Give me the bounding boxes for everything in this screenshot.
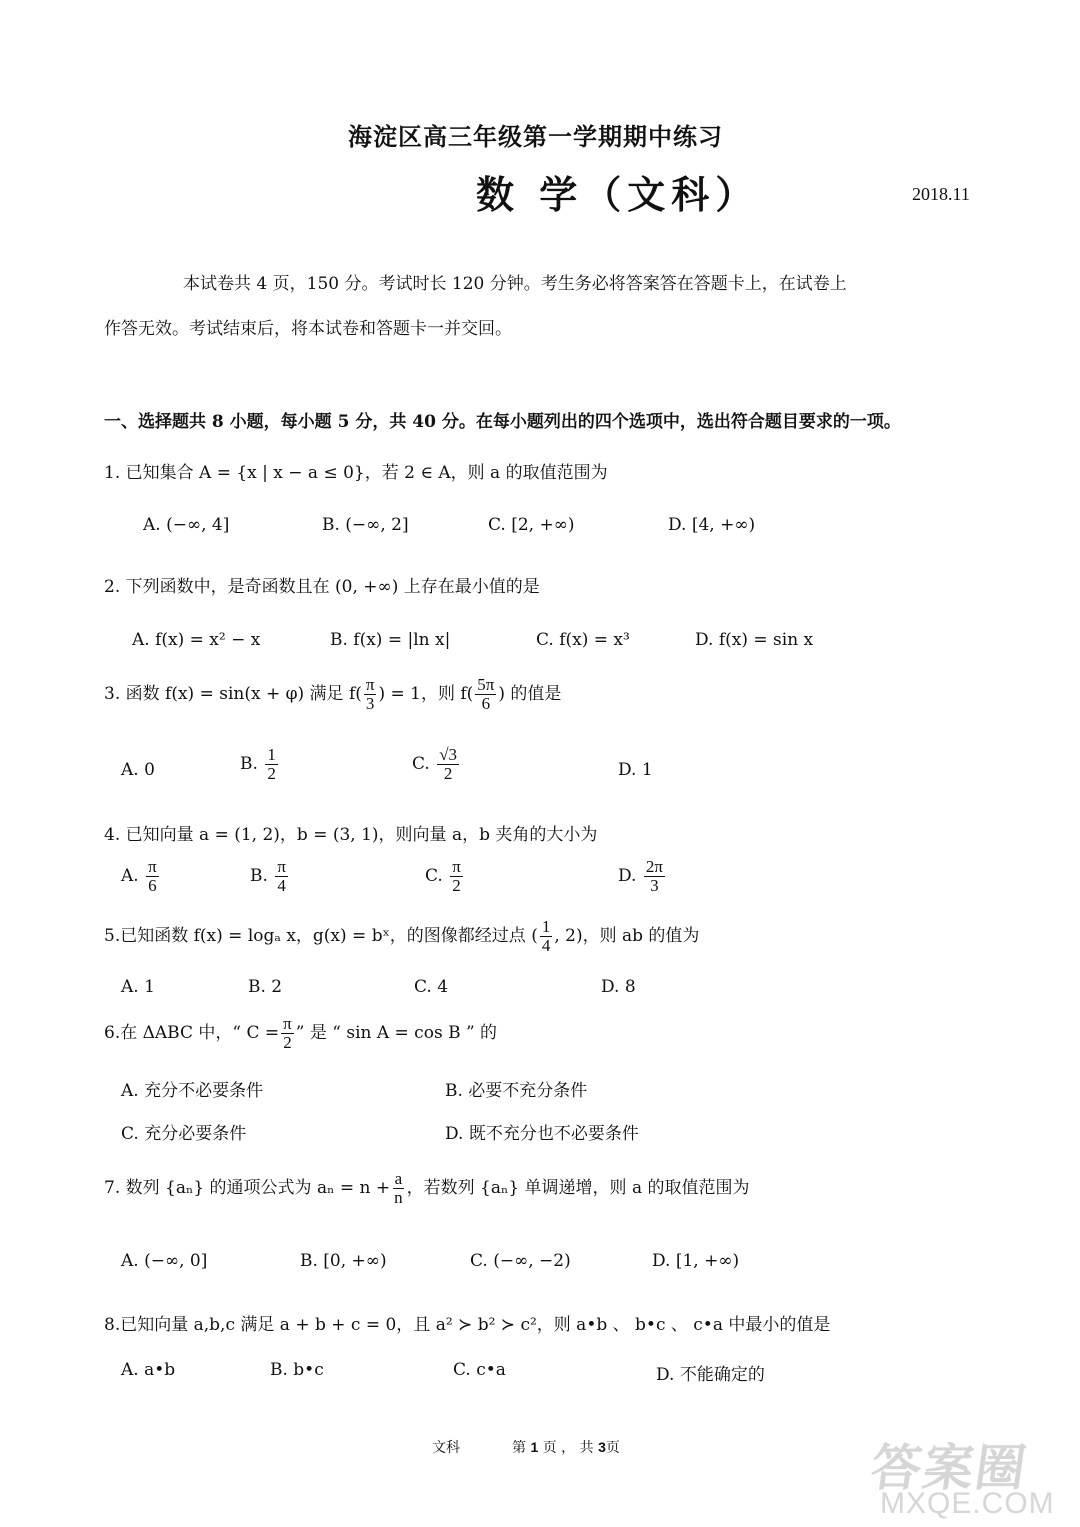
question-3-option-d: D. 1 [618, 760, 653, 780]
fraction-denominator: 4 [541, 935, 551, 955]
question-6-fraction [281, 1015, 294, 1052]
question-5-stem [104, 918, 699, 955]
footer-total-number: 3 [598, 1439, 606, 1455]
option-label: A. [121, 865, 139, 886]
question-4-option-a [121, 858, 161, 895]
intro-line-2: 作答无效。考试结束后，将本试卷和答题卡一并交回。 [104, 319, 512, 339]
watermark-logo: 答案圈 [867, 1440, 1032, 1496]
footer-page-mid: 页 ， [542, 1440, 576, 1456]
question-7-stem-part-b: ，若数列 {aₙ} 单调递增，则 a 的取值范围为 [406, 1177, 750, 1198]
question-5-option-b: B. 2 [248, 977, 283, 997]
fraction-numerator: 1 [541, 917, 551, 936]
footer-total-prefix: 共 [579, 1440, 594, 1456]
question-3-option-a: A. 0 [121, 760, 155, 780]
question-4-option-d [618, 858, 667, 895]
fraction-denominator: 2 [452, 875, 461, 895]
fraction-numerator: √3 [439, 745, 458, 764]
footer-page-number: 1 [530, 1439, 539, 1455]
watermark-url: MXQE.COM [880, 1487, 1055, 1520]
exam-date: 2018.11 [912, 184, 970, 204]
fraction-numerator: 5π [477, 675, 495, 694]
question-5-stem-part-b: , 2)，则 ab 的值为 [554, 925, 700, 946]
option-fraction [265, 746, 278, 783]
option-label: C. [412, 753, 430, 774]
question-3-fraction-1 [364, 676, 377, 713]
option-label: B. [240, 753, 258, 774]
question-8-option-c: C. c•a [453, 1360, 506, 1380]
fraction-numerator: π [365, 675, 375, 694]
question-7-option-a: A. (−∞, 0] [121, 1251, 208, 1271]
fraction-denominator: 2 [443, 763, 453, 783]
footer-page-info [512, 1437, 620, 1457]
question-6-stem-part-a: 6.在 ΔABC 中，“ C = [104, 1022, 280, 1043]
question-4-option-b [250, 858, 290, 895]
question-3-fraction-2 [475, 676, 496, 713]
option-fraction [146, 858, 159, 895]
question-6-stem-part-b: ” 是 “ sin A = cos B ” 的 [295, 1022, 498, 1043]
question-1-option-b: B. (−∞, 2] [322, 515, 409, 535]
question-8-stem: 8.已知向量 a,b,c 满足 a + b + c = 0，且 a² ≻ b² ≻ c²，则 a•b 、 b•c 、 c•a 中最小的值是 [104, 1315, 831, 1335]
question-2-option-d: D. f(x) = sin x [695, 630, 814, 650]
question-2-option-a: A. f(x) = x² − x [132, 630, 261, 650]
question-7-option-b: B. [0, +∞) [300, 1251, 387, 1271]
question-6-option-c: C. 充分必要条件 [121, 1124, 247, 1144]
question-3-stem-part-a: 3. 函数 f(x) = sin(x + φ) 满足 f( [104, 683, 362, 704]
option-label: B. [250, 865, 268, 886]
fraction-denominator: n [394, 1187, 403, 1207]
question-3-stem-part-c: ) 的值是 [498, 683, 562, 704]
question-5-option-d: D. 8 [601, 977, 636, 997]
option-label: C. [425, 865, 443, 886]
footer-subject: 文科 [432, 1440, 460, 1456]
question-5-stem-part-a: 5.已知函数 f(x) = logₐ x，g(x) = bˣ，的图像都经过点 ( [104, 925, 538, 946]
question-6-option-a: A. 充分不必要条件 [121, 1081, 264, 1101]
fraction-denominator: 6 [148, 875, 157, 895]
fraction-denominator: 3 [365, 693, 375, 713]
question-7-stem [104, 1170, 749, 1207]
option-fraction [450, 858, 463, 895]
fraction-numerator: π [148, 857, 157, 876]
intro-line-1: 本试卷共 4 页，150 分。考试时长 120 分钟。考生务必将答案答在答题卡上，在试卷上 [183, 274, 847, 294]
question-6-option-b: B. 必要不充分条件 [445, 1081, 588, 1101]
question-8-option-a: A. a•b [121, 1360, 176, 1380]
question-7-option-c: C. (−∞, −2) [470, 1251, 571, 1271]
question-2-option-c: C. f(x) = x³ [536, 630, 630, 650]
fraction-denominator: 6 [481, 693, 491, 713]
option-fraction [437, 746, 459, 783]
section-heading: 一、选择题共 8 小题，每小题 5 分，共 40 分。在每小题列出的四个选项中，选出符合题目要求的一项。 [104, 412, 901, 432]
option-fraction [275, 858, 288, 895]
fraction-numerator: π [277, 857, 286, 876]
question-6-option-d: D. 既不充分也不必要条件 [445, 1124, 639, 1144]
question-6-stem [104, 1015, 497, 1052]
question-7-stem-part-a: 7. 数列 {aₙ} 的通项公式为 aₙ = n + [104, 1177, 391, 1198]
fraction-denominator: 3 [650, 875, 659, 895]
question-3-stem [104, 676, 561, 713]
question-8-option-d: D. 不能确定的 [656, 1365, 765, 1385]
fraction-denominator: 2 [267, 763, 276, 783]
fraction-denominator: 2 [283, 1032, 292, 1052]
question-8-option-b: B. b•c [270, 1360, 324, 1380]
question-7-option-d: D. [1, +∞) [652, 1251, 740, 1271]
question-1-option-a: A. (−∞, 4] [143, 515, 230, 535]
question-2-stem: 2. 下列函数中，是奇函数且在 (0, +∞) 上存在最小值的是 [104, 577, 540, 597]
subject-title: 数 学（文科） [476, 172, 760, 217]
exam-title: 海淀区高三年级第一学期期中练习 [348, 122, 723, 151]
question-5-option-c: C. 4 [414, 977, 449, 997]
fraction-numerator: 1 [267, 745, 276, 764]
question-3-stem-part-b: ) = 1，则 f( [378, 683, 474, 704]
footer-page-prefix: 第 [512, 1440, 526, 1456]
fraction-numerator: π [452, 857, 461, 876]
question-1-option-d: D. [4, +∞) [668, 515, 756, 535]
question-1-option-c: C. [2, +∞) [488, 515, 575, 535]
question-4-stem: 4. 已知向量 a = (1, 2)，b = (3, 1)，则向量 a，b 夹角的大小为 [104, 825, 598, 845]
question-1-stem: 1. 已知集合 A = {x | x − a ≤ 0}，若 2 ∈ A，则 a 的取值范围为 [104, 463, 608, 483]
question-4-option-c [425, 858, 465, 895]
question-7-fraction [392, 1170, 405, 1207]
option-label: D. [618, 865, 637, 886]
question-3-option-b [240, 746, 280, 783]
fraction-denominator: 4 [277, 875, 286, 895]
fraction-numerator: a [394, 1169, 403, 1188]
fraction-numerator: π [283, 1014, 292, 1033]
question-3-option-c [412, 746, 461, 783]
question-2-option-b: B. f(x) = |ln x| [330, 630, 451, 650]
option-fraction [644, 858, 665, 895]
footer-total-suffix: 页 [605, 1440, 620, 1456]
question-5-fraction [540, 918, 553, 955]
fraction-numerator: 2π [645, 857, 663, 876]
question-5-option-a: A. 1 [121, 977, 155, 997]
